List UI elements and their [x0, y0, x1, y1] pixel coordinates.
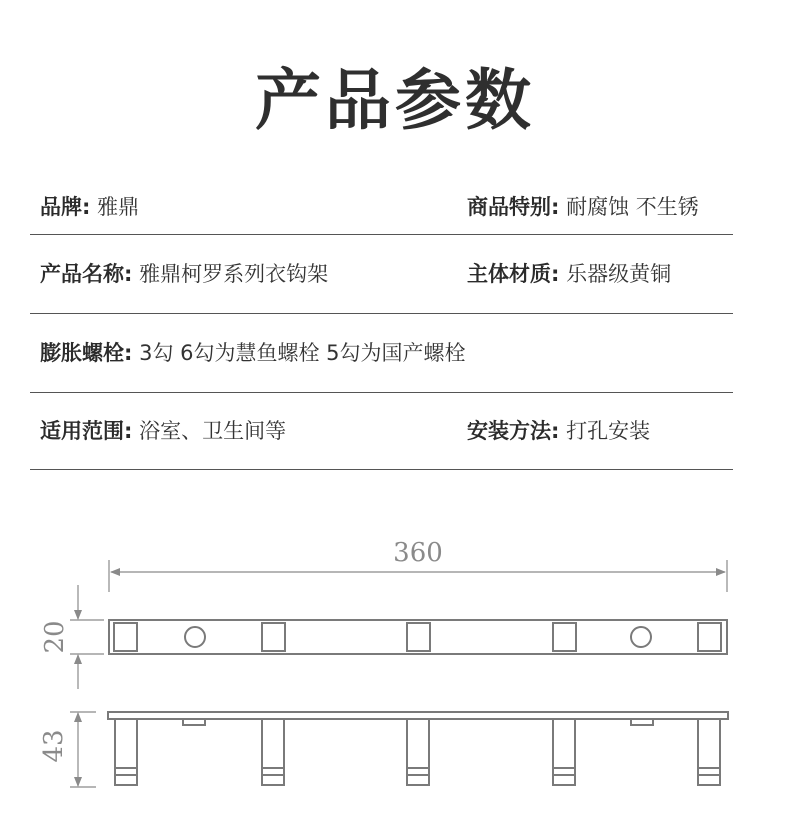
- spec-value: 乐器级黄铜: [559, 262, 672, 286]
- spec-key: 商品特别:: [467, 195, 560, 219]
- spec-key: 主体材质:: [467, 262, 560, 286]
- spec-value: 打孔安装: [559, 419, 651, 443]
- hook: [407, 719, 429, 785]
- spec-value: 浴室、卫生间等: [132, 419, 287, 443]
- hook: [553, 719, 575, 785]
- spec-key: 安装方法:: [467, 419, 560, 443]
- hook: [698, 719, 720, 785]
- spec-key: 产品名称:: [40, 262, 133, 286]
- spec-value: 耐腐蚀 不生锈: [559, 195, 699, 219]
- side-view: [108, 712, 728, 785]
- spec-value: 雅鼎柯罗系列衣钩架: [132, 262, 329, 286]
- front-height-label: 20: [40, 620, 70, 654]
- spec-key: 品牌:: [40, 195, 91, 219]
- side-height-label: 43: [39, 729, 69, 763]
- spec-value: 雅鼎: [90, 195, 140, 219]
- spec-key: 膨胀螺栓:: [40, 341, 133, 365]
- spec-key: 适用范围:: [40, 419, 133, 443]
- spec-value: 3勾 6勾为慧鱼螺栓 5勾为国产螺栓: [132, 341, 466, 365]
- width-label: 360: [393, 538, 443, 568]
- side-height-dimension: [70, 712, 96, 787]
- front-view: [109, 620, 727, 654]
- page-title: 产品参数: [255, 62, 535, 139]
- hook: [115, 719, 137, 785]
- hook: [262, 719, 284, 785]
- front-height-dimension: [70, 585, 104, 689]
